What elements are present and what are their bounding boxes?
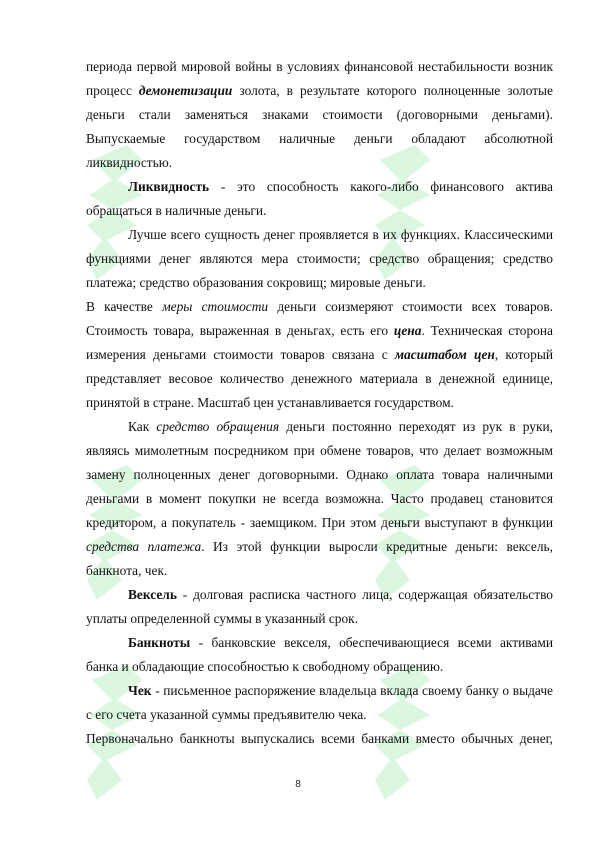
text-run: деньги соизмеряют стоимости всех товаров. Стоимость товара, выраженная в деньгах, есть его	[86, 299, 554, 338]
text-run: Лучше всего сущность денег проявляется в их функциях. Классическими функциями денег являются мера стоимости; средство обращения; средство платежа; средство образования сокровищ; мировые деньги.	[86, 227, 553, 290]
term-means-of-payment: средства платежа	[86, 539, 202, 554]
definition-text: - письменное распоряжение владельца вклада своему банку о выдаче с его счета указанной суммы предъявителю чека.	[86, 683, 553, 722]
text-run: . Из этой функции выросли кредитные деньги: вексель, банкнота, чек.	[86, 539, 553, 578]
term-price: цена	[393, 323, 422, 338]
paragraph-demonetization	[86, 55, 553, 175]
paragraph-banknote-history	[86, 727, 553, 751]
term-liquidity: Ликвидность	[128, 179, 210, 194]
definition-text: - долговая расписка частного лица, содержащая обязательство уплаты определенной суммы в указанный срок.	[86, 587, 553, 626]
paragraph-cheque	[86, 679, 553, 727]
document-body	[86, 55, 553, 751]
term-cheque: Чек	[128, 683, 152, 698]
term-medium-of-circulation: средство обращения	[156, 419, 280, 434]
paragraph-medium-of-circulation	[86, 415, 553, 583]
definition-text: - это способность какого-либо финансового актива обращаться в наличные деньги.	[86, 179, 553, 218]
text-run: Первоначально банкноты выпускались всеми банками вместо обычных денег,	[86, 731, 553, 746]
paragraph-bill-of-exchange	[86, 583, 553, 631]
text-run: периода первой мировой войны в условиях финансовой нестабильности возник процесс	[86, 59, 553, 98]
text-run: деньги постоянно переходят из рук в руки, являясь мимолетным посредником при обмене товаров, что делает возможным замену полноценных денег договорными. Однако оплата товара наличными деньгами в момент покупки не всегда возможна. Часто продавец становится кредитором, а покупатель - заемщиком. При этом деньги выступают в функции	[86, 419, 553, 530]
text-run: . Техническая сторона измерения деньгами стоимости товаров связана с	[86, 323, 554, 362]
paragraph-banknotes	[86, 631, 553, 679]
term-measure-of-value: меры стоимости	[162, 299, 269, 314]
term-price-scale: масштабом цен	[394, 347, 495, 362]
paragraph-measure-of-value	[86, 295, 553, 415]
term-bill-of-exchange: Вексель	[128, 587, 177, 602]
text-run: Как	[128, 419, 157, 434]
text-run: золота, в результате которого полноценные золотые деньги стали заменяться знаками стоимости (договорными деньгами). Выпускаемые государством наличные деньги обладают абсолютной ликвидностью.	[86, 83, 554, 170]
text-run: , который представляет весовое количество денежного материала в денежной единице, принятой в стране. Масштаб цен устанавливается государством.	[86, 347, 553, 410]
page-number: 8	[295, 779, 301, 790]
paragraph-functions	[86, 223, 553, 295]
definition-text: - банковские векселя, обеспечивающиеся всеми активами банка и обладающие способностью к свободному обращению.	[86, 635, 553, 674]
text-run: В качестве	[86, 299, 163, 314]
term-demonetization: демонетизации	[138, 83, 233, 98]
paragraph-liquidity	[86, 175, 553, 223]
term-banknotes: Банкноты	[128, 635, 191, 650]
